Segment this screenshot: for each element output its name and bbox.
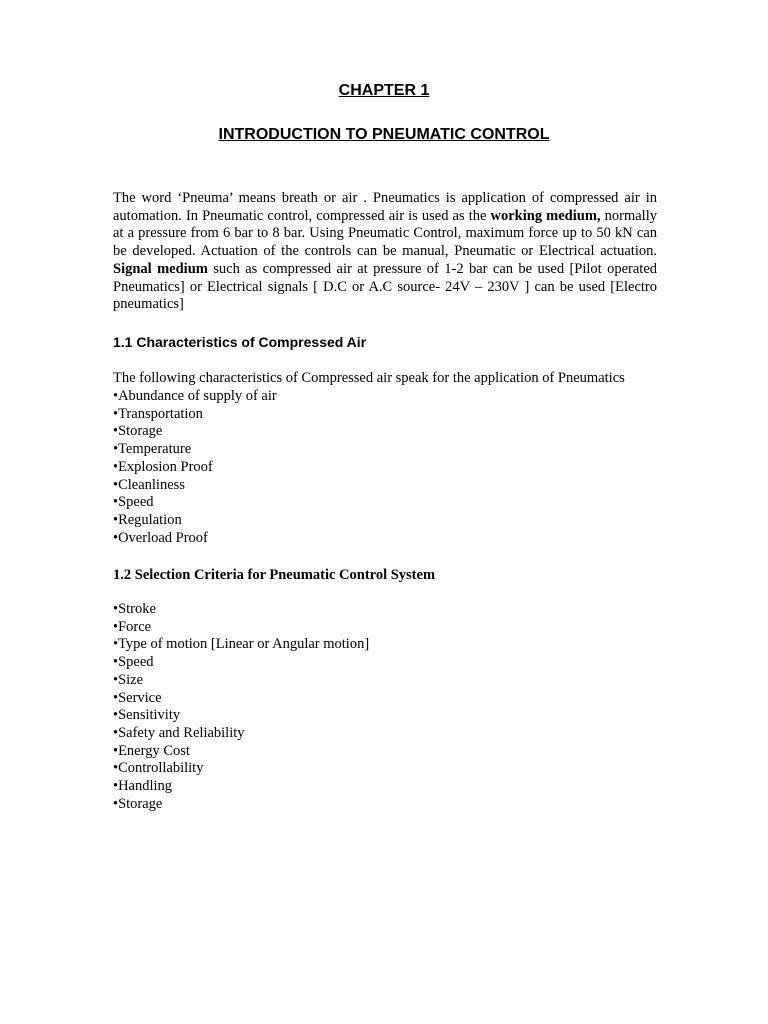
list-item: • Stroke [113,601,369,619]
list-item: • Explosion Proof [113,459,277,477]
list-item: • Sensitivity [113,707,369,725]
intro-text-3: such as compressed air at pressure of 1-2 bar can be used [Pilot operated Pneumatics] or Electrical signals [ D.C or A.C source- 24V – 230V ] can be used [Electro pneumatics] [113,260,658,313]
list-item: • Cleanliness [113,477,277,495]
intro-text-1: The word ‘Pneuma’ means breath or air . Pneumatics is application of compressed air in automation. In Pneumatic control, compressed air is used as the [113,190,657,224]
list-item: • Speed [113,494,277,512]
chapter-heading: CHAPTER 1 [338,82,430,99]
intro-bold-signal-medium: Signal medium [113,260,208,277]
section-2-heading: 1.2 Selection Criteria for Pneumatic Control System [113,567,436,583]
list-item: • Force [113,619,369,637]
list-item: • Storage [113,423,277,441]
list-item: • Safety and Reliability [113,725,369,743]
section-1-heading: 1.1 Characteristics of Compressed Air [113,334,367,350]
list-item: • Overload Proof [113,530,277,548]
list-item: • Abundance of supply of air [113,388,277,406]
list-item: • Type of motion [Linear or Angular motion] [113,636,369,654]
section-2-list [113,601,369,813]
intro-bold-working-medium: working medium, [490,207,601,224]
list-item: • Service [113,690,369,708]
section-1-intro: The following characteristics of Compressed air speak for the application of Pneumatics [113,370,625,386]
list-item: • Storage [113,796,369,814]
chapter-title: INTRODUCTION TO PNEUMATIC CONTROL [218,126,550,143]
list-item: • Transportation [113,406,277,424]
list-item: • Controllability [113,760,369,778]
list-item: • Regulation [113,512,277,530]
list-item: • Speed [113,654,369,672]
list-item: • Temperature [113,441,277,459]
intro-text-2: normally at a pressure from 6 bar to 8 bar. Using Pneumatic Control, maximum force up to 50 kN can be developed. Actuation of the controls can be manual, Pneumatic or Electrical actuation. [113,207,657,260]
section-1-list [113,388,277,547]
list-item: • Size [113,672,369,690]
intro-paragraph [113,190,657,314]
list-item: • Handling [113,778,369,796]
list-item: • Energy Cost [113,743,369,761]
